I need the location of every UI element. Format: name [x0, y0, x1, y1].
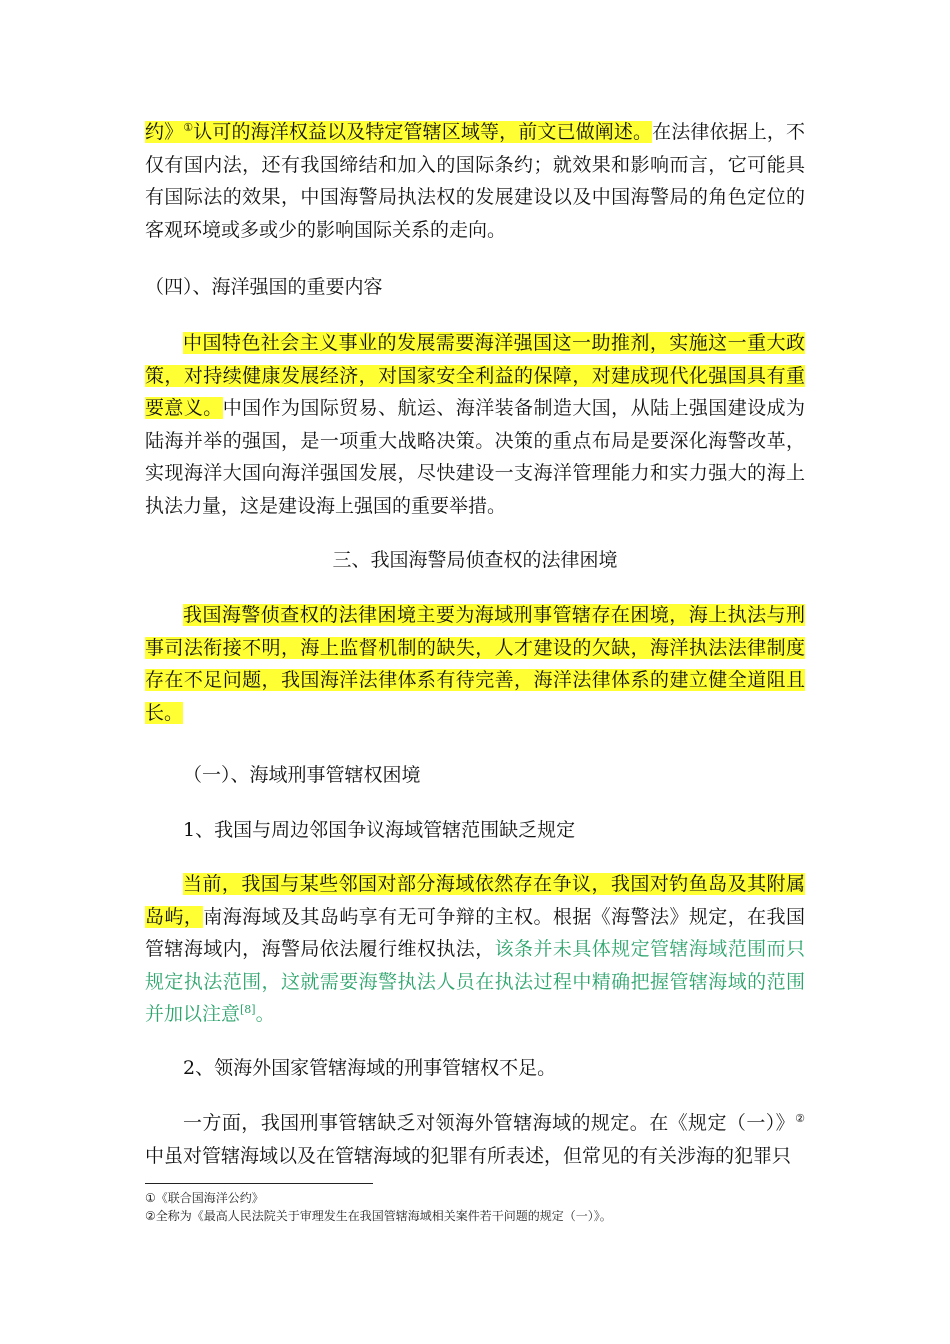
paragraph-maritime-rights: 约》①认可的海洋权益以及特定管辖区域等，前文已做阐述。在法律依据上，不仅有国内法，还有我国缔结和加入的国际条约；就效果和影响而言，它可能具有国际法的效果，中国海警局执法权的发展建设以及中国海警局的角色定位的客观环境或多或少的影响国际关系的走向。 — [145, 121, 805, 241]
footnote-2: ②全称为《最高人民法院关于审理发生在我国管辖海域相关案件若干问题的规定（一）》。 — [145, 1209, 612, 1223]
highlight-text: 约》①认可的海洋权益以及特定管辖区域等，前文已做阐述。 — [145, 121, 653, 143]
paragraph-disputed-waters: 当前，我国与某些邻国对部分海域依然存在争议，我国对钓鱼岛及其附属岛屿，南海海域及其岛屿享有无可争辩的主权。根据《海警法》规定，在我国管辖海域内，海警局依法履行维权执法，该条并未具体规定管辖海域范围而只规定执法范围，这就需要海警执法人员在执法过程中精确把握管辖海域的范围并加以注意[8]。 — [145, 873, 805, 1025]
footnote-ref-2[interactable]: ② — [795, 1112, 805, 1125]
section-heading-four: （四）、海洋强国的重要内容 — [145, 276, 383, 298]
paragraph-legal-dilemma — [145, 599, 805, 729]
highlight-text: 中国特色社会主义事业的发展需要海洋强国这一助推剂，实施这一重大政策，对持续健康发展经济，对国家安全利益的保障，对建成现代化强国具有重要意义。 — [145, 332, 805, 419]
paragraph-maritime-power: 中国特色社会主义事业的发展需要海洋强国这一助推剂，实施这一重大政策，对持续健康发展经济，对国家安全利益的保障，对建成现代化强国具有重要意义。中国作为国际贸易、航运、海洋装备制造大国，从陆上强国建设成为陆海并举的强国，是一项重大战略决策。决策的重点布局是要深化海警改革，实现海洋大国向海洋强国发展，尽快建设一支海洋管理能力和实力强大的海上执法力量，这是建设海上强国的重要举措。 — [145, 332, 805, 517]
citation-ref-8[interactable]: [8] — [240, 1003, 256, 1016]
green-text: 该条并未具体规定管辖海域范围而只规定执法范围，这就需要海警执法人员在执法过程中精确把握管辖海域的范围并加以注意[8]。 — [145, 938, 805, 1025]
highlight-text: 我国海警侦查权的法律困境主要为海域刑事管辖存在困境，海上执法与刑事司法衔接不明，海上监督机制的缺失，人才建设的欠缺，海洋执法法律制度存在不足问题，我国海洋法律体系有待完善，海洋法律体系的建立健全道阻且长。 — [145, 604, 805, 724]
chapter-heading-three: 三、我国海警局侦查权的法律困境 — [332, 549, 618, 571]
subsection-heading-one: （一）、海域刑事管辖权困境 — [183, 764, 421, 786]
highlight-text: 当前，我国与某些邻国对部分海域依然存在争议，我国对钓鱼岛及其附属岛屿， — [145, 873, 805, 928]
footnote-ref-1[interactable]: ① — [183, 121, 194, 134]
item-heading-2: 2、领海外国家管辖海域的刑事管辖权不足。 — [183, 1057, 557, 1079]
footnote-separator — [145, 1183, 373, 1184]
paragraph-jurisdiction: 一方面，我国刑事管辖缺乏对领海外管辖海域的规定。在《规定（一）》②中虽对管辖海域以及在管辖海域的犯罪有所表述，但常见的有关涉海的犯罪只 — [145, 1112, 805, 1167]
item-heading-1: 1、我国与周边邻国争议海域管辖范围缺乏规定 — [183, 819, 576, 841]
footnote-1: ①《联合国海洋公约》 — [145, 1191, 264, 1205]
